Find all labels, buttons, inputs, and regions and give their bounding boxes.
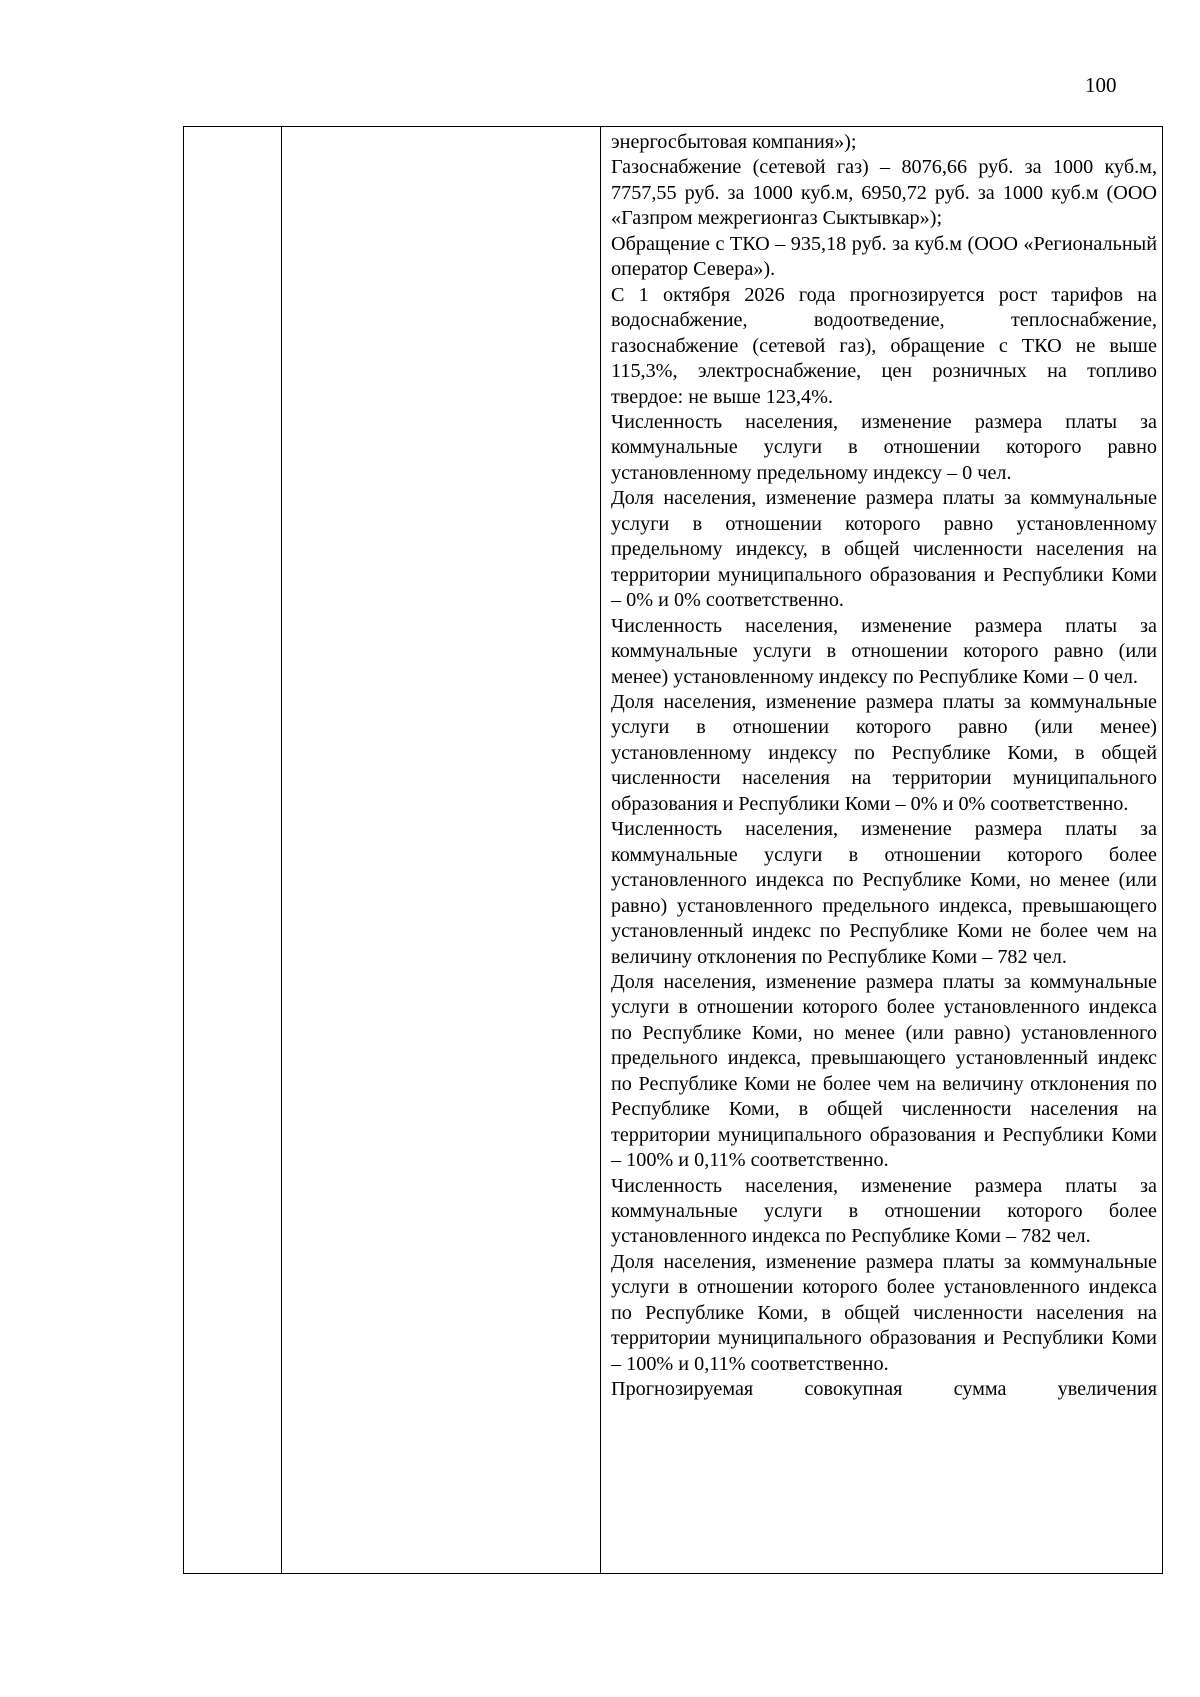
- paragraph: Прогнозируемая совокупная сумма увеличения: [611, 1378, 1157, 1401]
- paragraph: Численность населения, изменение размера платы за коммунальные услуги в отношении которого более установленного индекса по Республике Коми – 782 чел.: [611, 1174, 1157, 1248]
- paragraph: Доля населения, изменение размера платы за коммунальные услуги в отношении которого равно (или менее) установленному индексу по Республике Коми, в общей численности населения на территории муниципального образования и Республики Коми – 0% и 0% соответственно.: [611, 690, 1157, 815]
- paragraph: Доля населения, изменение размера платы за коммунальные услуги в отношении которого равно установленному предельному индексу, в общей численности населения на территории муниципального образования и Республики Коми – 0% и 0% соответственно.: [611, 487, 1157, 612]
- content-table: [183, 126, 1163, 1574]
- paragraph: Доля населения, изменение размера платы за коммунальные услуги в отношении которого более установленного индекса по Республике Коми, в общей численности населения на территории муниципального образования и Республики Коми – 100% и 0,11% соответственно.: [611, 1250, 1157, 1375]
- paragraph: Газоснабжение (сетевой газ) – 8076,66 руб. за 1000 куб.м, 7757,55 руб. за 1000 куб.м, 6950,72 руб. за 1000 куб.м (ООО «Газпром межрегионгаз Сыктывкар»);: [611, 156, 1157, 230]
- paragraph: энергосбытовая компания»);: [611, 131, 857, 153]
- paragraph: Численность населения, изменение размера платы за коммунальные услуги в отношении которого равно (или менее) установленному индексу по Республике Коми – 0 чел.: [611, 614, 1157, 688]
- paragraph: Численность населения, изменение размера платы за коммунальные услуги в отношении которого равно установленному предельному индексу – 0 чел.: [611, 410, 1157, 484]
- page-number: 100: [1085, 73, 1117, 97]
- table-cell-col2: [282, 127, 601, 1574]
- table-cell-col1: [184, 127, 282, 1574]
- paragraph: Обращение с ТКО – 935,18 руб. за куб.м (ООО «Региональный оператор Севера»).: [611, 232, 1157, 281]
- table-row: [184, 127, 1163, 1574]
- paragraph: Доля населения, изменение размера платы за коммунальные услуги в отношении которого более установленного индекса по Республике Коми, но менее (или равно) установленного предельного индекса, превышающего установленный индекс по Республике Коми не более чем на величину отклонения по Республике Коми, в общей численности населения на территории муниципального образования и Республики Коми – 100% и 0,11% соответственно.: [611, 970, 1157, 1172]
- cell-text: [601, 127, 1162, 1403]
- paragraph: Численность населения, изменение размера платы за коммунальные услуги в отношении которого более установленного индекса по Республике Коми, но менее (или равно) установленного предельного индекса, превышающего установленный индекс по Республике Коми не более чем на величину отклонения по Республике Коми – 782 чел.: [611, 818, 1157, 968]
- table-cell-col3: [601, 127, 1163, 1574]
- paragraph: С 1 октября 2026 года прогнозируется рост тарифов на водоснабжение, водоотведение, теплоснабжение, газоснабжение (сетевой газ), обращение с ТКО не выше 115,3%, электроснабжение, цен розничных на топливо твердое: не выше 123,4%.: [611, 283, 1157, 408]
